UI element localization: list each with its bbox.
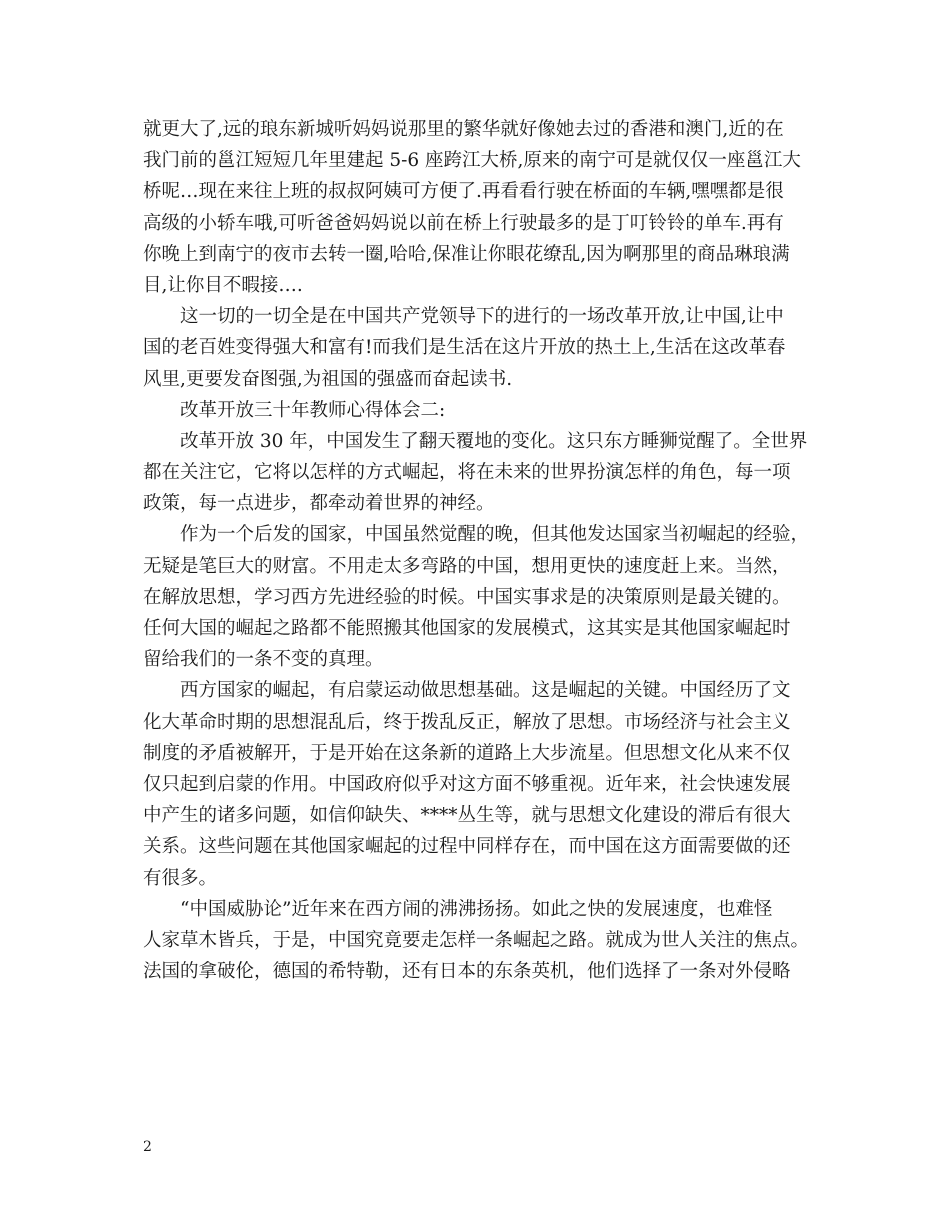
text-line: 你晚上到南宁的夜市去转一圈,哈哈,保准让你眼花缭乱,因为啊那里的商品琳琅满 xyxy=(143,243,790,265)
text-line: 政策，每一点进步，都牵动着世界的神经。 xyxy=(143,493,495,515)
text-line: 中产生的诸多问题，如信仰缺失、****丛生等，就与思想文化建设的滞后有很大 xyxy=(143,805,791,827)
text-line: 都在关注它，它将以怎样的方式崛起，将在未来的世界扮演怎样的角色，每一项 xyxy=(143,462,791,484)
text-line: “中国威胁论”近年来在西方闹的沸沸扬扬。如此之快的发展速度，也难怪 xyxy=(180,898,773,920)
text-line: 有很多。 xyxy=(143,867,218,889)
text-line: 制度的矛盾被解开，于是开始在这条新的道路上大步流星。但思想文化从来不仅 xyxy=(143,742,791,764)
text-line: 仅只起到启蒙的作用。中国政府似乎对这方面不够重视。近年来，社会快速发展 xyxy=(143,773,791,795)
text-line: 这一切的一切全是在中国共产党领导下的进行的一场改革开放,让中国,让中 xyxy=(180,306,784,328)
text-line: 西方国家的崛起，有启蒙运动做思想基础。这是崛起的关键。中国经历了文 xyxy=(180,680,791,702)
text-line: 目,让你目不暇接…. xyxy=(143,274,303,296)
text-line: 就更大了,远的琅东新城听妈妈说那里的繁华就好像她去过的香港和澳门,近的在 xyxy=(143,119,784,140)
text-line: 我门前的邕江短短几年里建起 5-6 座跨江大桥,原来的南宁可是就仅仅一座邕江大 xyxy=(143,150,801,172)
text-line: 任何大国的崛起之路都不能照搬其他国家的发展模式，这其实是其他国家崛起时 xyxy=(143,618,791,639)
text-line: 无疑是笔巨大的财富。不用走太多弯路的中国，想用更快的速度赶上来。当然， xyxy=(143,555,791,577)
text-line: 高级的小轿车哦,可听爸爸妈妈说以前在桥上行驶最多的是丁叮铃铃的单车.再有 xyxy=(143,212,784,234)
text-line: 关系。这些问题在其他国家崛起的过程中同样存在，而中国在这方面需要做的还 xyxy=(143,836,791,858)
text-line: 风里,更要发奋图强,为祖国的强盛而奋起读书. xyxy=(143,368,513,390)
text-line: 改革开放 30 年，中国发生了翻天覆地的变化。这只东方睡狮觉醒了。全世界 xyxy=(180,430,808,452)
section-heading: 改革开放三十年教师心得体会二: xyxy=(180,399,446,421)
text-line: 国的老百姓变得强大和富有!而我们是生活在这片开放的热土上,生活在这改革春 xyxy=(143,337,786,359)
page-number: 2 xyxy=(143,1139,152,1155)
text-line: 人家草木皆兵，于是，中国究竟要走怎样一条崛起之路。就成为世人关注的焦点。 xyxy=(143,929,810,951)
text-line: 化大革命时期的思想混乱后，终于拨乱反正，解放了思想。市场经济与社会主义 xyxy=(143,711,791,733)
text-line: 法国的拿破伦，德国的希特勒，还有日本的东条英机，他们选择了一条对外侵略 xyxy=(143,961,791,983)
text-line: 作为一个后发的国家，中国虽然觉醒的晚，但其他发达国家当初崛起的经验， xyxy=(180,524,810,546)
text-line: 桥呢…现在来往上班的叔叔阿姨可方便了.再看看行驶在桥面的车辆,嘿嘿都是很 xyxy=(143,181,784,203)
body-text xyxy=(143,114,813,987)
text-line: 在解放思想，学习西方先进经验的时候。中国实事求是的决策原则是最关键的。 xyxy=(143,586,791,608)
text-line: 留给我们的一条不变的真理。 xyxy=(143,649,384,671)
